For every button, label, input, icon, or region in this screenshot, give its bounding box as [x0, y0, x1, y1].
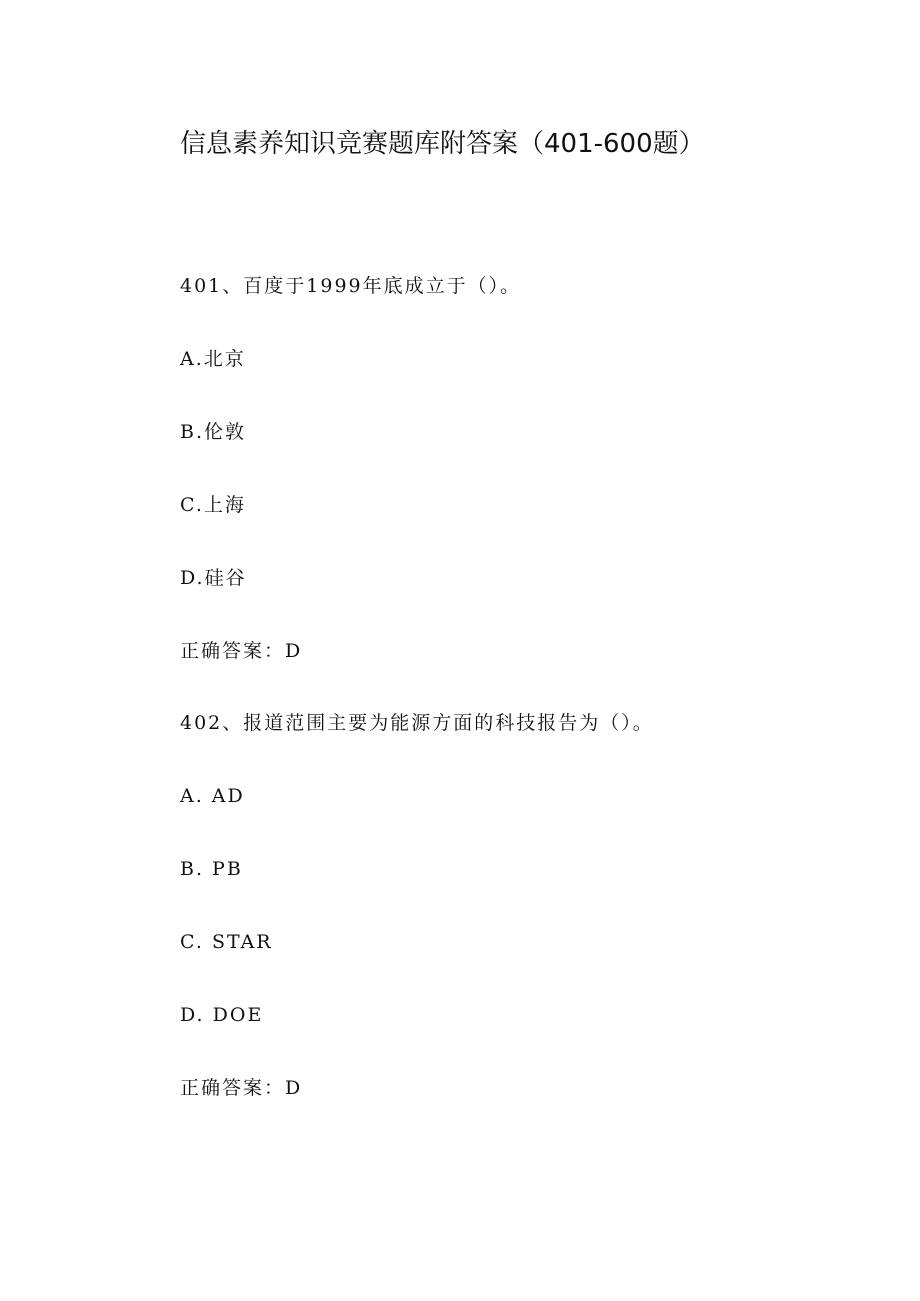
document-title: 信息素养知识竞赛题库附答案（401-600题） — [180, 129, 705, 159]
option-c: C. STAR — [180, 931, 273, 953]
option-b: B. PB — [180, 858, 243, 880]
option-a: A. AD — [180, 785, 245, 807]
question-stem: 401、百度于1999年底成立于（）。 — [180, 275, 522, 297]
option-a: A.北京 — [180, 348, 246, 370]
question-stem: 402、报道范围主要为能源方面的科技报告为（）。 — [180, 712, 654, 734]
option-c: C.上海 — [180, 494, 246, 516]
option-b: B.伦敦 — [180, 421, 247, 443]
correct-answer: 正确答案：D — [180, 640, 303, 662]
option-d: D. DOE — [180, 1004, 264, 1026]
option-d: D.硅谷 — [180, 567, 247, 589]
correct-answer: 正确答案：D — [180, 1077, 303, 1099]
